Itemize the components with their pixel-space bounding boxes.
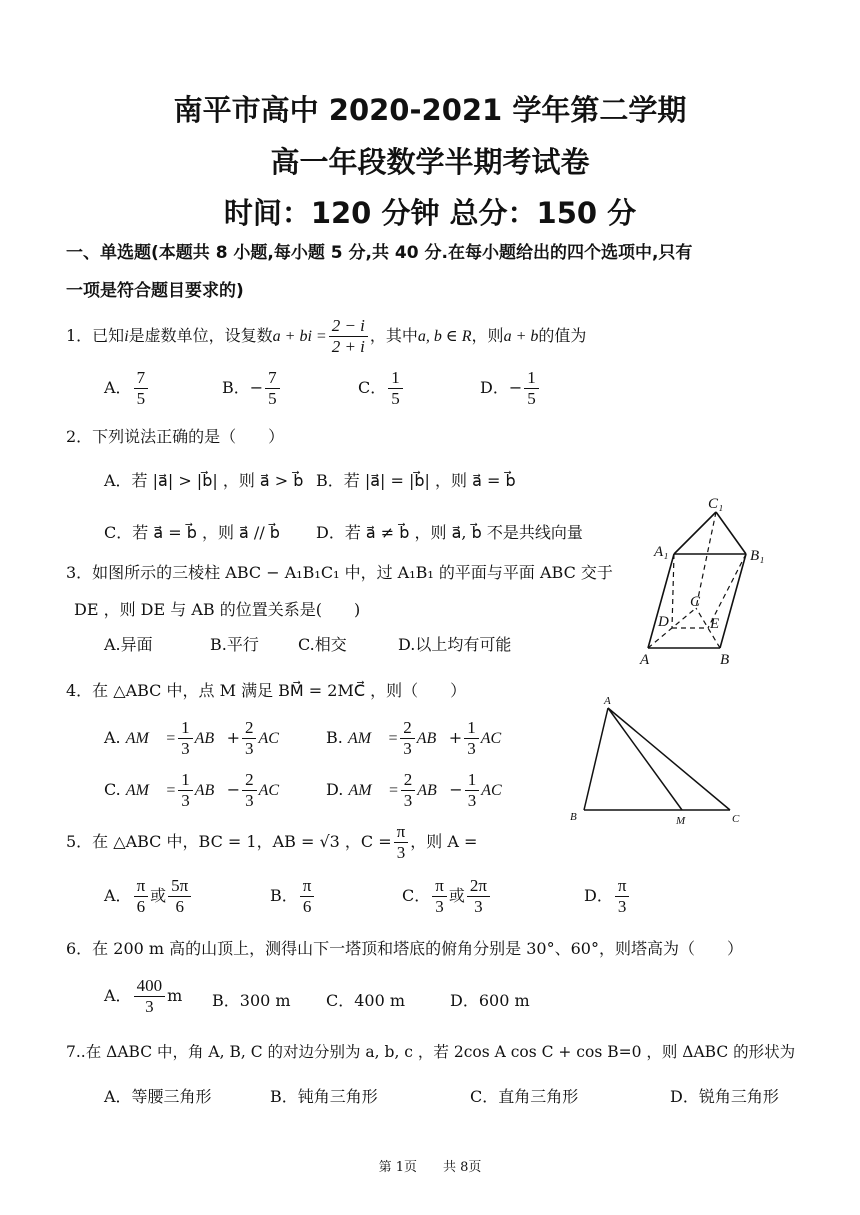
q3-option-d: D.以上均有可能 (398, 635, 512, 654)
question-6-stem: 6．在 200 m 高的山顶上，测得山下一塔顶和塔底的俯角分别是 30°、60°，则塔高为（ ） (66, 939, 743, 958)
triangle-figure (562, 694, 762, 828)
prism-label-d: D (658, 614, 669, 630)
q5-option-a: A． $\frac{\pi}{6}$ 或 $\frac{5\pi}{6}$ (104, 876, 193, 917)
q7-option-b: B．钝角三角形 (270, 1087, 378, 1106)
triangle-label-m: M (676, 815, 686, 827)
q2-option-b: B．若 |a⃗| = |b⃗| ，则 a⃗ = b⃗ (316, 471, 516, 490)
q2-option-a: A．若 |a⃗| > |b⃗| ，则 a⃗ > b⃗ (104, 471, 304, 490)
question-7-stem: 7..在 ΔABC 中，角 A, B, C 的对边分别为 a, b, c ，若 2cos A cos C + cos B=0 ，则 ΔABC 的形状为 (66, 1043, 796, 1061)
q3-option-a: A.异面 (104, 635, 153, 654)
question-2-stem: 2．下列说法正确的是（ ） (66, 427, 285, 446)
question-4-stem: 4．在 △ABC 中，点 M 满足 BM⃗ = 2MC⃗ ，则（ ） (66, 681, 467, 700)
question-5-stem: 5．在 △ABC 中，BC = 1，AB = √3 ，C = $\frac{\pi}{3}$ ，则 A = (66, 822, 478, 862)
prism-figure (636, 490, 776, 670)
exam-title-subject: 高一年段数学半期考试卷 (270, 145, 590, 179)
q3-option-b: B.平行 (210, 635, 259, 654)
q1-option-c: C． $\frac{1}{5}$ (358, 368, 405, 409)
q3-option-c: C.相交 (298, 635, 347, 654)
prism-label-b1: B₁ (750, 548, 765, 564)
q6-option-c: C．400 m (326, 991, 406, 1010)
page-footer: 第 1页 共 8页 (378, 1160, 482, 1175)
exam-title-time-score: 时间：120 分钟 总分：150 分 (223, 196, 637, 230)
question-1-stem: 1．已知i是虚数单位，设复数a + bi = $\frac{2 - i}{2 + i}$ ，其中a, b ∈ R，则a + b的值为 (66, 316, 587, 356)
triangle-label-a: A (604, 695, 611, 707)
question-3-stem-line2: DE ，则 DE 与 AB 的位置关系是( ) (74, 600, 361, 619)
q4-option-c: C. AM⃗ = $\frac{1}{3}$ AB⃗− $\frac{2}{3}$ AC⃗ (104, 770, 292, 810)
q6-option-b: B．300 m (212, 991, 291, 1010)
prism-label-b: B (720, 652, 730, 668)
section-heading-line1: 一、单选题(本题共 8 小题,每小题 5 分,共 40 分.在每小题给出的四个选项中,只有 (66, 243, 693, 263)
q6-option-a: A． $\frac{400}{3}$ m (104, 976, 183, 1016)
prism-label-a: A (640, 652, 650, 668)
triangle-label-b: B (570, 811, 577, 823)
q4-option-b: B. AM⃗ = $\frac{2}{3}$ AB⃗+ $\frac{1}{3}$ AC⃗ (326, 718, 514, 758)
q1-fraction: $\frac{2 - i}{2 + i}$ (329, 316, 368, 357)
q7-option-d: D．锐角三角形 (670, 1087, 779, 1106)
exam-title-school: 南平市高中 2020-2021 学年第二学期 (173, 93, 687, 127)
q6-option-d: D．600 m (450, 991, 530, 1010)
triangle-label-c: C (732, 813, 740, 825)
q2-option-d: D．若 a⃗ ≠ b⃗ ，则 a⃗, b⃗ 不是共线向量 (316, 523, 583, 542)
q2-option-c: C．若 a⃗ = b⃗ ，则 a⃗ // b⃗ (104, 523, 280, 542)
prism-label-c1: C₁ (708, 496, 724, 512)
q5-option-d: D． $\frac{\pi}{3}$ (584, 876, 631, 917)
q1-option-b: B．− $\frac{7}{5}$ (222, 368, 282, 409)
q1-option-d: D．− $\frac{1}{5}$ (480, 368, 541, 409)
q7-option-c: C．直角三角形 (470, 1087, 579, 1106)
prism-label-a1: A₁ (654, 544, 669, 560)
section-heading-line2: 一项是符合题目要求的) (66, 281, 244, 301)
q7-option-a: A．等腰三角形 (104, 1087, 212, 1106)
q1-option-a: A． $\frac{7}{5}$ (104, 368, 150, 409)
q5-option-b: B． $\frac{\pi}{6}$ (270, 876, 316, 917)
q4-option-d: D. AM⃗ = $\frac{2}{3}$ AB⃗− $\frac{1}{3}$ AC⃗ (326, 770, 515, 810)
prism-label-e: E (710, 616, 720, 632)
question-3-stem-line1: 3．如图所示的三棱柱 ABC − A₁B₁C₁ 中，过 A₁B₁ 的平面与平面 ABC 交于 (66, 563, 613, 582)
q5-option-c: C． $\frac{\pi}{3}$ 或 $\frac{2\pi}{3}$ (402, 876, 492, 917)
prism-label-c: C (690, 594, 701, 610)
q4-option-a: A. AM⃗ = $\frac{1}{3}$ AB⃗+ $\frac{2}{3}$ AC⃗ (104, 718, 292, 758)
